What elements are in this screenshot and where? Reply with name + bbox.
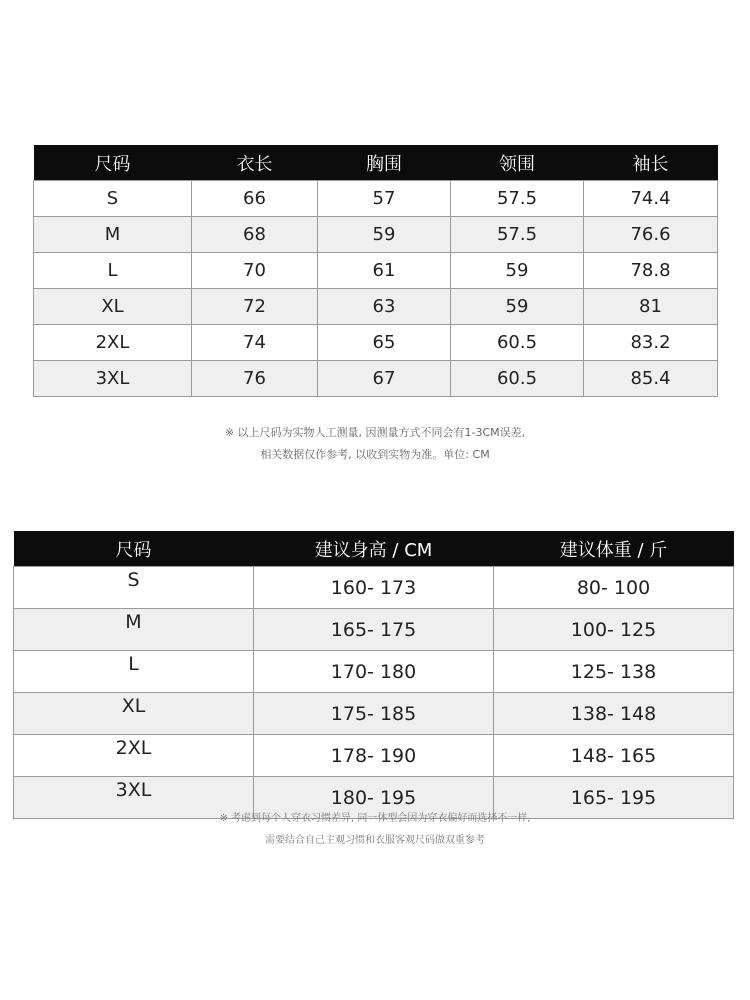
neck-cell: 60.5 xyxy=(451,361,584,397)
measurement-note-line-1: ※ 以上尺码为实物人工测量, 因测量方式不同会有1-3CM误差, xyxy=(224,426,526,439)
length-cell: 66 xyxy=(192,181,318,217)
length-cell: 76 xyxy=(192,361,318,397)
weight-cell: 165- 195 xyxy=(494,777,734,819)
table-row xyxy=(34,253,718,289)
sleeve-cell: 81 xyxy=(584,289,718,325)
weight-cell: 138- 148 xyxy=(494,693,734,735)
length-cell: 72 xyxy=(192,289,318,325)
sleeve-cell: 85.4 xyxy=(584,361,718,397)
weight-cell: 100- 125 xyxy=(494,609,734,651)
height-cell: 175- 185 xyxy=(254,693,494,735)
table-row xyxy=(34,181,718,217)
chest-cell: 59 xyxy=(318,217,451,253)
size-cell: M xyxy=(34,217,192,253)
table-row xyxy=(34,361,718,397)
chest-cell: 65 xyxy=(318,325,451,361)
header-size: 尺码 xyxy=(14,531,254,567)
size-cell: 3XL xyxy=(14,777,254,819)
size-cell: XL xyxy=(14,693,254,735)
weight-cell: 125- 138 xyxy=(494,651,734,693)
table-row xyxy=(14,609,734,651)
height-cell: 178- 190 xyxy=(254,735,494,777)
sleeve-cell: 76.6 xyxy=(584,217,718,253)
table-row xyxy=(14,651,734,693)
size-cell: XL xyxy=(34,289,192,325)
header-chest: 胸围 xyxy=(318,145,451,181)
height-cell: 165- 175 xyxy=(254,609,494,651)
height-cell: 170- 180 xyxy=(254,651,494,693)
sleeve-cell: 74.4 xyxy=(584,181,718,217)
table-row xyxy=(14,693,734,735)
chest-cell: 63 xyxy=(318,289,451,325)
size-cell: L xyxy=(14,651,254,693)
header-sleeve: 袖长 xyxy=(584,145,718,181)
recommendation-header-row xyxy=(14,531,734,567)
table-row xyxy=(34,325,718,361)
weight-cell: 80- 100 xyxy=(494,567,734,609)
size-cell: S xyxy=(14,567,254,609)
table-row xyxy=(14,735,734,777)
neck-cell: 60.5 xyxy=(451,325,584,361)
weight-cell: 148- 165 xyxy=(494,735,734,777)
sleeve-cell: 83.2 xyxy=(584,325,718,361)
size-cell: 2XL xyxy=(34,325,192,361)
length-cell: 68 xyxy=(192,217,318,253)
size-cell: S xyxy=(34,181,192,217)
measurement-note-line-2: 相关数据仅作参考, 以收到实物为准。单位: CM xyxy=(260,448,490,461)
table-row xyxy=(34,289,718,325)
header-size: 尺码 xyxy=(34,145,192,181)
neck-cell: 57.5 xyxy=(451,217,584,253)
size-chart-table xyxy=(33,145,718,397)
header-length: 衣长 xyxy=(192,145,318,181)
height-cell: 160- 173 xyxy=(254,567,494,609)
size-cell: M xyxy=(14,609,254,651)
height-cell: 180- 195 xyxy=(254,777,494,819)
fit-preference-note xyxy=(0,808,750,852)
chest-cell: 57 xyxy=(318,181,451,217)
sleeve-cell: 78.8 xyxy=(584,253,718,289)
size-chart-header-row xyxy=(34,145,718,181)
size-cell: 2XL xyxy=(14,735,254,777)
length-cell: 70 xyxy=(192,253,318,289)
neck-cell: 59 xyxy=(451,289,584,325)
table-row xyxy=(14,567,734,609)
size-cell: 3XL xyxy=(34,361,192,397)
chest-cell: 67 xyxy=(318,361,451,397)
measurement-note xyxy=(0,422,750,466)
table-row xyxy=(34,217,718,253)
length-cell: 74 xyxy=(192,325,318,361)
fit-preference-note-line-2: 需要结合自己主观习惯和衣服客观尺码做双重参考 xyxy=(265,835,485,846)
chest-cell: 61 xyxy=(318,253,451,289)
header-neck: 领围 xyxy=(451,145,584,181)
size-cell: L xyxy=(34,253,192,289)
neck-cell: 57.5 xyxy=(451,181,584,217)
header-height: 建议身高 / CM xyxy=(254,531,494,567)
recommendation-table xyxy=(13,531,734,819)
header-weight: 建议体重 / 斤 xyxy=(494,531,734,567)
neck-cell: 59 xyxy=(451,253,584,289)
fit-preference-note-line-1: ※ 考虑到每个人穿衣习惯差异, 同一体型会因为穿衣偏好而选择不一样, xyxy=(219,813,531,824)
